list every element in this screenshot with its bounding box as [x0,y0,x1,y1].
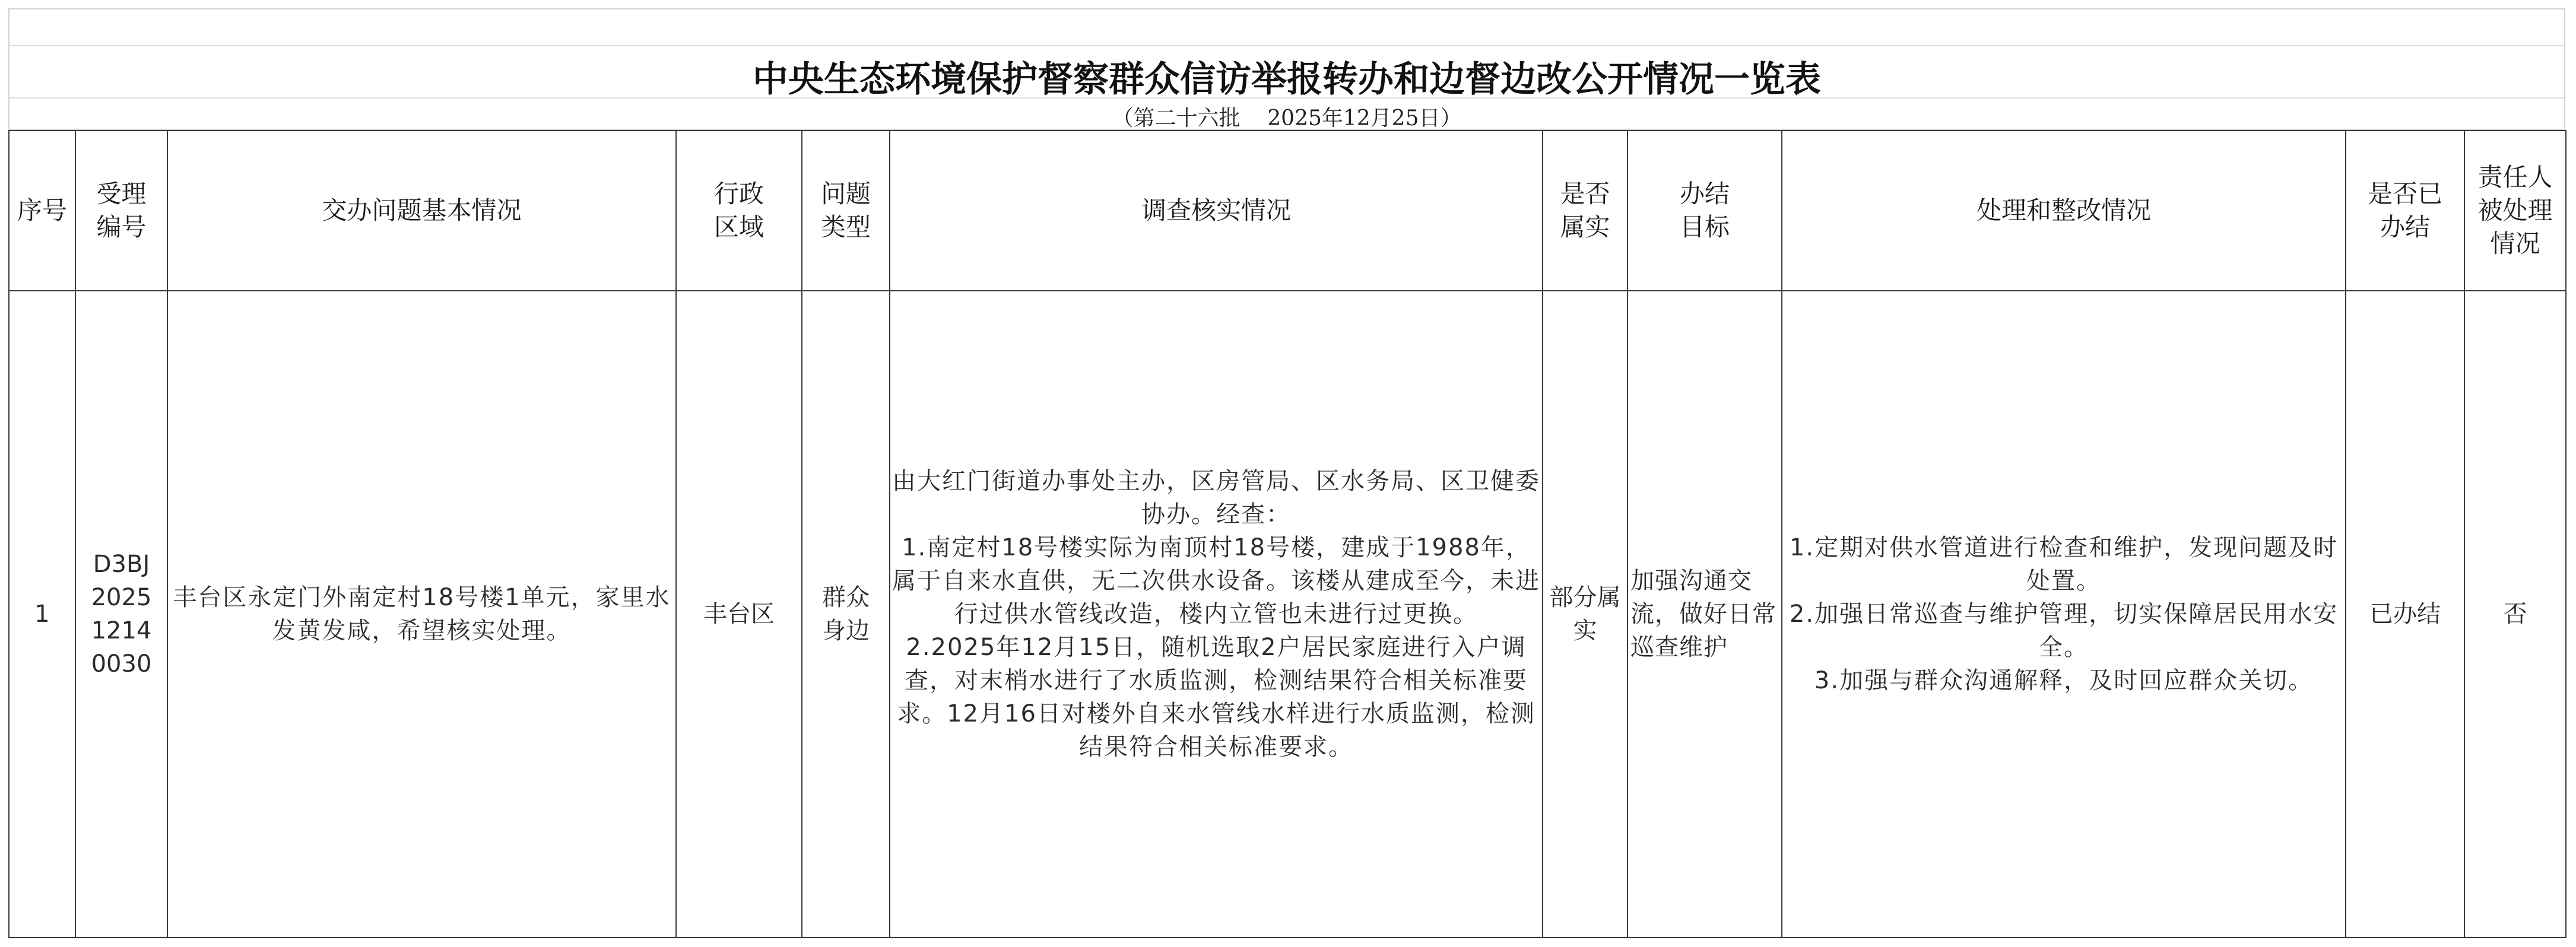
rectification-item: 2.加强日常巡查与维护管理，切实保障居民用水安全。 [1789,600,2339,661]
report-sheet [8,8,2565,940]
rectification-item: 3.加强与群众沟通解释，及时回应群众关切。 [1814,667,2314,694]
col-header-accept-no: 受理编号 [75,131,167,291]
rectification-item: 1.定期对供水管道进行检查和维护，发现问题及时处置。 [1789,534,2339,595]
cell-verified: 部分属实 [1543,291,1628,938]
page-title: 中央生态环境保护督察群众信访举报转办和边督边改公开情况一览表 [753,59,1821,100]
investigation-para: 2.2025年12月15日，随机选取2户居民家庭进行入户调查，对末梢水进行了水质监测，检测结果符合相关标准要求。12月16日对楼外自来水管线水样进行水质监测，检测结果符合相关标准要求。 [897,634,1536,761]
col-header-verified: 是否属实 [1543,131,1628,291]
batch-subtitle: （第二十六批 2025年12月25日） [1112,106,1462,131]
investigation-para: 1.南定村18号楼实际为南顶村18号楼，建成于1988年，属于自来水直供，无二次供水设备。该楼从建成至今，未进行过供水管线改造，楼内立管也未进行过更换。 [892,534,1540,628]
divider [9,45,2564,46]
table-row [9,291,2566,938]
col-header-closed: 是否已办结 [2346,131,2464,291]
cell-accountability: 否 [2464,291,2566,938]
cell-closed: 已办结 [2346,291,2464,938]
col-header-accountability: 责任人被处理情况 [2464,131,2566,291]
cell-accept-no: D3BJ20251214 0030 [75,291,167,938]
cell-issue-type: 群众身边 [802,291,890,938]
cell-rectification [1782,291,2346,938]
cell-investigation [890,291,1543,938]
col-header-seq: 序号 [9,131,75,291]
cell-basic-info: 丰台区永定门外南定村18号楼1单元，家里水发黄发咸，希望核实处理。 [167,291,676,938]
col-header-region: 行政区域 [676,131,802,291]
col-header-rectification: 处理和整改情况 [1782,131,2346,291]
header-row [9,131,2566,291]
cell-region: 丰台区 [676,291,802,938]
investigation-para: 由大红门街道办事处主办，区房管局、区水务局、区卫健委协办。经查： [892,468,1540,528]
cell-goal: 加强沟通交流，做好日常巡查维护 [1628,291,1782,938]
col-header-goal: 办结目标 [1628,131,1782,291]
col-header-issue-type: 问题类型 [802,131,890,291]
col-header-investigation: 调查核实情况 [890,131,1543,291]
cell-seq: 1 [9,291,75,938]
title-band [8,8,2565,130]
petition-table [8,130,2567,938]
col-header-basic-info: 交办问题基本情况 [167,131,676,291]
